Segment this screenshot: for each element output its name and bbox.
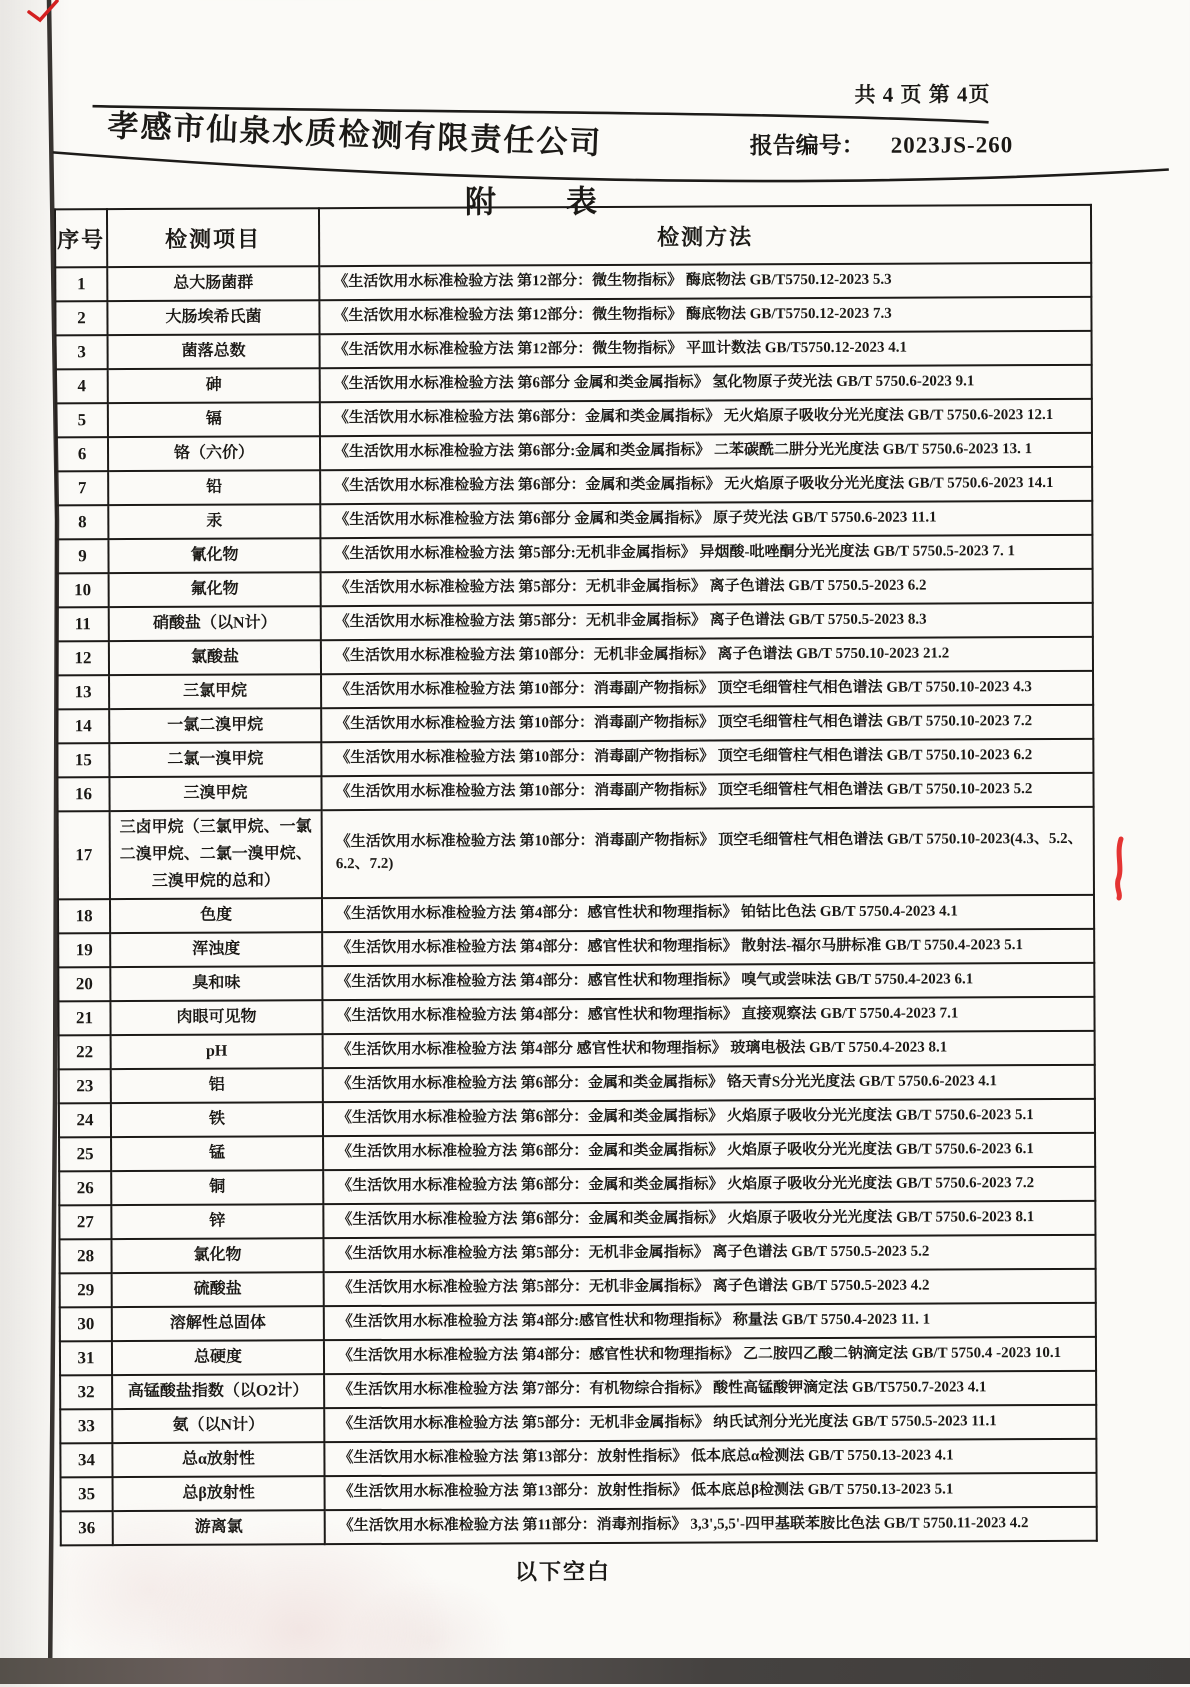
table-row [57,739,1093,778]
row-method: 《生活饮用水标准检验方法 第6部分 金属和类金属指标》 原子荧光法 GB/T 5750.6-2023 11.1 [320,501,1092,538]
row-method: 《生活饮用水标准检验方法 第5部分：无机非金属指标》 纳氏试剂分光光度法 GB/T 5750.5-2023 11.1 [324,1404,1096,1441]
row-method: 《生活饮用水标准检验方法 第4部分：感官性状和物理指标》 嗅气或尝味法 GB/T 5750.4-2023 6.1 [322,962,1094,999]
row-method: 《生活饮用水标准检验方法 第10部分：消毒副产物指标》 顶空毛细管柱气相色谱法 GB/T 5750.10-2023(4.3、5.2、6.2、7.2) [322,807,1094,898]
row-method: 《生活饮用水标准检验方法 第6部分：金属和类金属指标》 火焰原子吸收分光光度法 GB/T 5750.6-2023 6.1 [323,1132,1095,1169]
row-method: 《生活饮用水标准检验方法 第6部分：金属和类金属指标》 无火焰原子吸收分光光度法 GB/T 5750.6-2023 14.1 [320,467,1092,504]
report-number [750,126,1014,160]
row-method: 《生活饮用水标准检验方法 第5部分：无机非金属指标》 离子色谱法 GB/T 5750.5-2023 6.2 [321,569,1093,606]
row-item: 铁 [111,1102,323,1137]
row-item: 游离氯 [113,1510,325,1545]
row-method: 《生活饮用水标准检验方法 第4部分：感官性状和物理指标》 乙二胺四乙酸二钠滴定法 GB/T 5750.4 -2023 10.1 [324,1336,1096,1373]
table-row [57,603,1093,642]
row-no: 5 [56,403,108,437]
row-method: 《生活饮用水标准检验方法 第4部分：感官性状和物理指标》 铂钴比色法 GB/T 5750.4-2023 4.1 [322,894,1094,931]
row-no: 12 [57,641,109,675]
row-method: 《生活饮用水标准检验方法 第4部分 感官性状和物理指标》 玻璃电极法 GB/T 5750.4-2023 8.1 [323,1030,1095,1067]
row-no: 29 [60,1273,112,1307]
methods-table-body [55,263,1097,1545]
row-item: 氯酸盐 [109,640,321,675]
row-no: 24 [59,1103,111,1137]
table-row [61,1472,1097,1511]
table-row [59,1064,1095,1103]
row-item: 氯化物 [111,1238,323,1273]
row-no: 25 [59,1137,111,1171]
row-item: 三氯甲烷 [109,674,321,709]
table-row [58,996,1094,1035]
row-method: 《生活饮用水标准检验方法 第12部分：微生物指标》 酶底物法 GB/T5750.12-2023 7.3 [319,297,1091,334]
row-no: 8 [56,505,108,539]
row-no: 2 [55,301,107,335]
table-row [57,705,1093,744]
table-row [59,1030,1095,1069]
table-row [60,1302,1096,1341]
table-row [56,467,1092,506]
row-no: 17 [58,811,110,899]
row-no: 33 [60,1409,112,1443]
row-method: 《生活饮用水标准检验方法 第5部分：无机非金属指标》 离子色谱法 GB/T 5750.5-2023 5.2 [323,1234,1095,1271]
table-row [57,569,1093,608]
row-item: 菌落总数 [108,334,320,369]
row-no: 30 [60,1307,112,1341]
row-method: 《生活饮用水标准检验方法 第7部分：有机物综合指标》 酸性高锰酸钾滴定法 GB/T5750.7-2023 4.1 [324,1370,1096,1407]
row-no: 26 [59,1171,111,1205]
row-no: 28 [59,1239,111,1273]
row-no: 20 [58,967,110,1001]
table-row [60,1268,1096,1307]
row-method: 《生活饮用水标准检验方法 第11部分：消毒剂指标》 3,3',5,5'-四甲基联苯胺比色法 GB/T 5750.11-2023 4.2 [325,1506,1097,1543]
row-method: 《生活饮用水标准检验方法 第6部分：金属和类金属指标》 铬天青S分光光度法 GB/T 5750.6-2023 4.1 [323,1064,1095,1101]
row-no: 11 [57,607,109,641]
table-row [60,1404,1096,1443]
table-row [56,535,1092,574]
row-method: 《生活饮用水标准检验方法 第5部分：无机非金属指标》 离子色谱法 GB/T 5750.5-2023 4.2 [324,1268,1096,1305]
row-method: 《生活饮用水标准检验方法 第5部分：无机非金属指标》 离子色谱法 GB/T 5750.5-2023 8.3 [321,603,1093,640]
table-header [55,205,1091,268]
row-no: 9 [56,539,108,573]
row-no: 36 [61,1511,113,1545]
table-row [58,894,1094,933]
row-no: 14 [57,709,109,743]
row-method: 《生活饮用水标准检验方法 第10部分：消毒副产物指标》 顶空毛细管柱气相色谱法 GB/T 5750.10-2023 4.3 [321,671,1093,708]
row-no: 10 [57,573,109,607]
table-row [56,501,1092,540]
row-method: 《生活饮用水标准检验方法 第12部分：微生物指标》 酶底物法 GB/T5750.12-2023 5.3 [319,263,1091,300]
row-method: 《生活饮用水标准检验方法 第6部分:金属和类金属指标》 二苯碳酰二肼分光光度法 GB/T 5750.6-2023 13. 1 [320,433,1092,470]
table-row [56,399,1092,438]
table-row [60,1438,1096,1477]
row-item: 氨（以N计） [112,1408,324,1443]
row-no: 27 [59,1205,111,1239]
row-method: 《生活饮用水标准检验方法 第10部分：消毒副产物指标》 顶空毛细管柱气相色谱法 GB/T 5750.10-2023 7.2 [321,705,1093,742]
row-item: 氰化物 [108,538,320,573]
table-row [55,297,1091,336]
report-number-value: 2023JS-260 [890,132,1014,158]
row-item: pH [111,1034,323,1069]
scanner-bed-edge [0,1658,1190,1684]
row-method: 《生活饮用水标准检验方法 第6部分：金属和类金属指标》 火焰原子吸收分光光度法 GB/T 5750.6-2023 5.1 [323,1098,1095,1135]
row-item: 硫酸盐 [112,1272,324,1307]
row-item: 镉 [108,402,320,437]
row-no: 13 [57,675,109,709]
row-no: 1 [55,267,107,301]
row-item: 三溴甲烷 [109,776,321,811]
row-method: 《生活饮用水标准检验方法 第13部分：放射性指标》 低本底总β检测法 GB/T 5750.13-2023 5.1 [325,1472,1097,1509]
row-item: 臭和味 [110,966,322,1001]
row-no: 6 [56,437,108,471]
row-item: 三卤甲烷（三氯甲烷、一氯二溴甲烷、二氯一溴甲烷、三溴甲烷的总和） [110,810,322,898]
row-item: 锌 [111,1204,323,1239]
table-row [61,1506,1097,1545]
row-item: 高锰酸盐指数（以O2计） [112,1374,324,1409]
row-item: 溶解性总固体 [112,1306,324,1341]
row-no: 4 [56,369,108,403]
row-item: 汞 [108,504,320,539]
row-method: 《生活饮用水标准检验方法 第6部分：金属和类金属指标》 火焰原子吸收分光光度法 GB/T 5750.6-2023 8.1 [323,1200,1095,1237]
row-item: 硝酸盐（以N计） [109,606,321,641]
pages-indicator: 共 4 页 第 4页 [854,82,991,107]
report-number-label: 报告编号： [749,132,865,159]
table-row [60,1336,1096,1375]
row-method: 《生活饮用水标准检验方法 第10部分：无机非金属指标》 离子色谱法 GB/T 5750.10-2023 21.2 [321,637,1093,674]
table-row [58,807,1094,899]
row-item: 铝 [111,1068,323,1103]
table-row [58,962,1094,1001]
row-no: 21 [58,1001,110,1035]
row-no: 3 [56,335,108,369]
row-method: 《生活饮用水标准检验方法 第12部分：微生物指标》 平皿计数法 GB/T5750.12-2023 4.1 [320,331,1092,368]
row-no: 7 [56,471,108,505]
row-method: 《生活饮用水标准检验方法 第5部分:无机非金属指标》 异烟酸-吡唑酮分光光度法 GB/T 5750.5-2023 7. 1 [320,535,1092,572]
test-methods-table [54,204,1098,1546]
table-row [59,1166,1095,1205]
row-method: 《生活饮用水标准检验方法 第13部分：放射性指标》 低本底总α检测法 GB/T 5750.13-2023 4.1 [324,1438,1096,1475]
row-no: 34 [60,1443,112,1477]
table-row [57,671,1093,710]
table-row [56,331,1092,370]
row-method: 《生活饮用水标准检验方法 第6部分 金属和类金属指标》 氢化物原子荧光法 GB/T 5750.6-2023 9.1 [320,365,1092,402]
appendix-title-char-2: 表 [565,183,598,220]
row-no: 16 [57,777,109,811]
row-item: 总硬度 [112,1340,324,1375]
row-item: 砷 [108,368,320,403]
table-row [57,637,1093,676]
row-method: 《生活饮用水标准检验方法 第4部分：感官性状和物理指标》 直接观察法 GB/T 5750.4-2023 7.1 [322,996,1094,1033]
col-header-item: 检测项目 [107,208,319,267]
table-row [59,1200,1095,1239]
row-item: 二氯一溴甲烷 [109,742,321,777]
col-header-method: 检测方法 [319,205,1091,266]
table-row [59,1132,1095,1171]
table-row [60,1370,1096,1409]
row-item: 一氯二溴甲烷 [109,708,321,743]
row-item: 大肠埃希氏菌 [107,300,319,335]
below-blank-note: 以下空白 [514,1558,611,1585]
row-no: 35 [61,1477,113,1511]
row-method: 《生活饮用水标准检验方法 第10部分：消毒副产物指标》 顶空毛细管柱气相色谱法 GB/T 5750.10-2023 6.2 [321,739,1093,776]
table-row [58,928,1094,967]
row-item: 氟化物 [109,572,321,607]
table-row [56,433,1092,472]
table-row [56,365,1092,404]
row-method: 《生活饮用水标准检验方法 第10部分：消毒副产物指标》 顶空毛细管柱气相色谱法 GB/T 5750.10-2023 5.2 [321,773,1093,810]
row-item: 总大肠菌群 [107,266,319,301]
row-item: 铬（六价） [108,436,320,471]
row-no: 18 [58,899,110,933]
row-item: 铅 [108,470,320,505]
row-no: 31 [60,1341,112,1375]
col-header-no: 序号 [55,209,107,267]
row-method: 《生活饮用水标准检验方法 第6部分：金属和类金属指标》 火焰原子吸收分光光度法 GB/T 5750.6-2023 7.2 [323,1166,1095,1203]
row-no: 23 [59,1069,111,1103]
table-row [55,263,1091,302]
row-item: 总β放射性 [113,1476,325,1511]
table-row [57,773,1093,812]
row-method: 《生活饮用水标准检验方法 第6部分：金属和类金属指标》 无火焰原子吸收分光光度法 GB/T 5750.6-2023 12.1 [320,399,1092,436]
row-item: 总α放射性 [112,1442,324,1477]
row-item: 色度 [110,898,322,933]
row-no: 32 [60,1375,112,1409]
row-item: 铜 [111,1170,323,1205]
row-method: 《生活饮用水标准检验方法 第4部分：感官性状和物理指标》 散射法-福尔马肼标准 GB/T 5750.4-2023 5.1 [322,928,1094,965]
row-no: 19 [58,933,110,967]
table-header-row [55,205,1091,268]
table-row [59,1098,1095,1137]
row-no: 15 [57,743,109,777]
table-row [59,1234,1095,1273]
appendix-title-char-1: 附 [464,184,497,220]
row-item: 锰 [111,1136,323,1171]
row-item: 肉眼可见物 [110,1000,322,1035]
row-method: 《生活饮用水标准检验方法 第4部分:感官性状和物理指标》 称量法 GB/T 5750.4-2023 11. 1 [324,1302,1096,1339]
row-item: 浑浊度 [110,932,322,967]
company-name: 孝感市仙泉水质检测有限责任公司 [106,108,603,161]
row-no: 22 [59,1035,111,1069]
